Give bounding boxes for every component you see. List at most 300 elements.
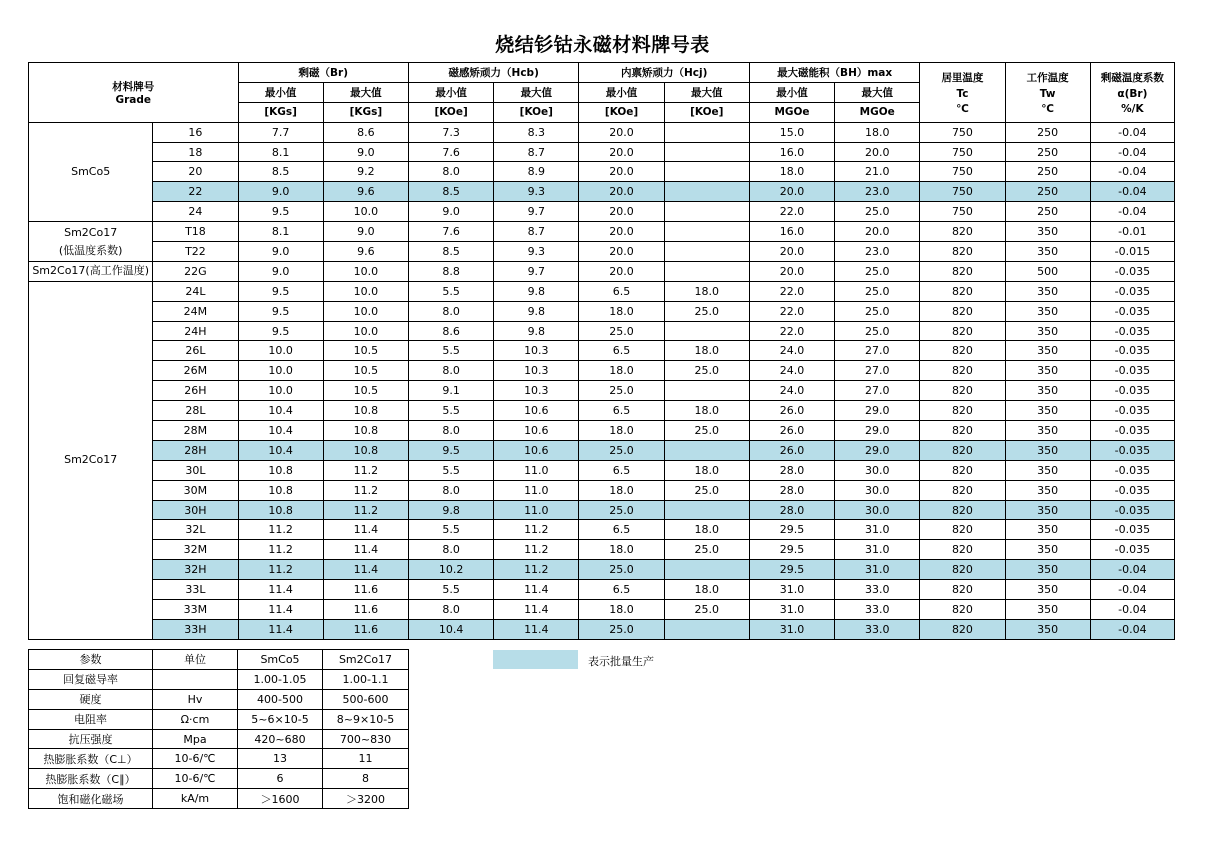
alpha-header-cn: 剩磁温度系数: [1100, 71, 1164, 84]
grade-row: [29, 122, 1175, 142]
property-cell: 400-500: [238, 689, 323, 709]
value-cell: 25.0: [835, 301, 920, 321]
property-cell: 11: [323, 749, 409, 769]
value-cell: [664, 619, 749, 639]
value-cell: 6.5: [579, 580, 664, 600]
value-cell: 5.5: [408, 520, 493, 540]
value-cell: -0.035: [1090, 540, 1174, 560]
grade-cell: 30H: [153, 500, 238, 520]
value-cell: 29.5: [749, 560, 834, 580]
value-cell: 8.0: [408, 540, 493, 560]
value-cell: 20.0: [835, 222, 920, 242]
value-cell: 8.8: [408, 261, 493, 281]
value-cell: 350: [1005, 480, 1090, 500]
property-row: [29, 789, 409, 809]
value-cell: 31.0: [749, 600, 834, 620]
value-cell: 11.4: [238, 600, 323, 620]
grade-row: [29, 381, 1175, 401]
value-cell: 30.0: [835, 460, 920, 480]
br-header: 剩磁（Br): [238, 63, 408, 83]
property-cell: 500-600: [323, 689, 409, 709]
value-cell: 6.5: [579, 460, 664, 480]
value-cell: 10.0: [323, 321, 408, 341]
value-cell: 22.0: [749, 321, 834, 341]
value-cell: 16.0: [749, 222, 834, 242]
value-cell: 9.5: [408, 440, 493, 460]
value-cell: 16.0: [749, 142, 834, 162]
value-cell: 5.5: [408, 341, 493, 361]
grade-cell: 24H: [153, 321, 238, 341]
value-cell: 10.4: [238, 421, 323, 441]
grade-row: [29, 341, 1175, 361]
value-cell: 33.0: [835, 619, 920, 639]
value-cell: 750: [920, 202, 1005, 222]
value-cell: -0.035: [1090, 401, 1174, 421]
value-cell: -0.04: [1090, 182, 1174, 202]
hcb-min-label: 最小值: [408, 82, 493, 102]
value-cell: 8.7: [494, 222, 579, 242]
value-cell: 10.4: [238, 401, 323, 421]
value-cell: -0.035: [1090, 281, 1174, 301]
alpha-header-unit: %/K: [1121, 102, 1144, 115]
value-cell: 25.0: [664, 480, 749, 500]
value-cell: 350: [1005, 421, 1090, 441]
value-cell: 820: [920, 619, 1005, 639]
property-cell: 13: [238, 749, 323, 769]
value-cell: 250: [1005, 202, 1090, 222]
value-cell: 10.6: [494, 401, 579, 421]
value-cell: 25.0: [664, 421, 749, 441]
value-cell: [664, 440, 749, 460]
value-cell: 350: [1005, 580, 1090, 600]
property-cell: 热膨胀系数（C⊥）: [29, 749, 153, 769]
value-cell: 5.5: [408, 401, 493, 421]
family-cell: Sm2Co17 (低温度系数): [29, 222, 153, 262]
value-cell: 11.4: [323, 520, 408, 540]
property-cell: 抗压强度: [29, 729, 153, 749]
value-cell: 9.6: [323, 182, 408, 202]
grade-row: [29, 301, 1175, 321]
value-cell: 20.0: [579, 202, 664, 222]
value-cell: 11.4: [323, 560, 408, 580]
value-cell: -0.04: [1090, 560, 1174, 580]
family-cell: SmCo5: [29, 122, 153, 221]
grade-cell: 30M: [153, 480, 238, 500]
property-row: [29, 749, 409, 769]
value-cell: 820: [920, 301, 1005, 321]
value-cell: 22.0: [749, 202, 834, 222]
property-cell: ＞1600: [238, 789, 323, 809]
value-cell: 25.0: [579, 560, 664, 580]
value-cell: 9.8: [494, 321, 579, 341]
property-cell: 硬度: [29, 689, 153, 709]
hcb-header: 磁感矫顽力（Hcb): [408, 63, 578, 83]
tw-header-symbol: Tw: [1039, 87, 1056, 100]
grade-table: [28, 62, 1175, 640]
value-cell: 10.4: [408, 619, 493, 639]
value-cell: 11.6: [323, 580, 408, 600]
value-cell: 24.0: [749, 381, 834, 401]
grade-cell: 33M: [153, 600, 238, 620]
value-cell: 18.0: [749, 162, 834, 182]
value-cell: 9.5: [238, 281, 323, 301]
value-cell: 350: [1005, 520, 1090, 540]
value-cell: -0.035: [1090, 421, 1174, 441]
grade-cell: 26L: [153, 341, 238, 361]
property-cell: ＞3200: [323, 789, 409, 809]
value-cell: 8.7: [494, 142, 579, 162]
property-cell: 700~830: [323, 729, 409, 749]
value-cell: -0.015: [1090, 242, 1174, 262]
value-cell: 8.0: [408, 301, 493, 321]
value-cell: 10.8: [323, 440, 408, 460]
value-cell: 18.0: [664, 401, 749, 421]
value-cell: 11.2: [494, 520, 579, 540]
value-cell: 8.0: [408, 480, 493, 500]
bhmax-max-unit: MGOe: [835, 102, 920, 122]
alpha-header-symbol: α(Br): [1117, 87, 1148, 100]
grade-row: [29, 540, 1175, 560]
value-cell: 18.0: [835, 122, 920, 142]
grade-cell: 32L: [153, 520, 238, 540]
tc-header: [920, 63, 1005, 123]
value-cell: 11.6: [323, 600, 408, 620]
value-cell: 29.5: [749, 540, 834, 560]
value-cell: 27.0: [835, 361, 920, 381]
property-cell: 10-6/℃: [153, 749, 238, 769]
value-cell: 20.0: [835, 142, 920, 162]
value-cell: 250: [1005, 142, 1090, 162]
value-cell: 8.0: [408, 162, 493, 182]
value-cell: -0.04: [1090, 142, 1174, 162]
value-cell: 9.8: [408, 500, 493, 520]
value-cell: 20.0: [579, 222, 664, 242]
value-cell: 820: [920, 600, 1005, 620]
value-cell: 9.7: [494, 202, 579, 222]
property-row: [29, 689, 409, 709]
value-cell: 820: [920, 421, 1005, 441]
value-cell: [664, 162, 749, 182]
property-row: [29, 729, 409, 749]
value-cell: 820: [920, 381, 1005, 401]
value-cell: 9.3: [494, 182, 579, 202]
grade-row: [29, 600, 1175, 620]
value-cell: 10.8: [323, 421, 408, 441]
hcb-min-unit: [KOe]: [408, 102, 493, 122]
value-cell: 250: [1005, 162, 1090, 182]
value-cell: 20.0: [749, 261, 834, 281]
value-cell: 7.3: [408, 122, 493, 142]
value-cell: 18.0: [579, 361, 664, 381]
hcj-max-label: 最大值: [664, 82, 749, 102]
value-cell: 820: [920, 321, 1005, 341]
hcb-max-unit: [KOe]: [494, 102, 579, 122]
value-cell: 350: [1005, 600, 1090, 620]
value-cell: 750: [920, 162, 1005, 182]
grade-row: [29, 619, 1175, 639]
value-cell: -0.01: [1090, 222, 1174, 242]
grade-row: [29, 401, 1175, 421]
value-cell: 18.0: [664, 460, 749, 480]
properties-table: [28, 649, 409, 809]
property-cell: Hv: [153, 689, 238, 709]
value-cell: 250: [1005, 182, 1090, 202]
value-cell: 20.0: [749, 242, 834, 262]
property-cell: 420~680: [238, 729, 323, 749]
value-cell: 820: [920, 500, 1005, 520]
value-cell: 18.0: [664, 341, 749, 361]
value-cell: 5.5: [408, 281, 493, 301]
value-cell: 25.0: [579, 500, 664, 520]
value-cell: 26.0: [749, 401, 834, 421]
value-cell: 10.3: [494, 361, 579, 381]
value-cell: 11.4: [238, 580, 323, 600]
value-cell: 820: [920, 242, 1005, 262]
value-cell: 15.0: [749, 122, 834, 142]
hcj-min-unit: [KOe]: [579, 102, 664, 122]
value-cell: 20.0: [579, 182, 664, 202]
value-cell: 10.8: [238, 460, 323, 480]
property-row: [29, 769, 409, 789]
value-cell: 11.2: [323, 500, 408, 520]
value-cell: -0.035: [1090, 480, 1174, 500]
value-cell: 20.0: [749, 182, 834, 202]
value-cell: 25.0: [835, 321, 920, 341]
value-cell: 31.0: [749, 580, 834, 600]
value-cell: -0.035: [1090, 321, 1174, 341]
value-cell: 11.4: [494, 600, 579, 620]
value-cell: 29.5: [749, 520, 834, 540]
grade-row: [29, 261, 1175, 281]
value-cell: 11.4: [494, 619, 579, 639]
value-cell: -0.04: [1090, 619, 1174, 639]
grade-cell: 32H: [153, 560, 238, 580]
value-cell: 25.0: [579, 381, 664, 401]
grade-cell: 33L: [153, 580, 238, 600]
property-cell: 5~6×10-5: [238, 709, 323, 729]
value-cell: 20.0: [579, 162, 664, 182]
value-cell: 10.3: [494, 341, 579, 361]
value-cell: 820: [920, 480, 1005, 500]
value-cell: 8.5: [238, 162, 323, 182]
value-cell: 10.0: [323, 202, 408, 222]
bhmax-max-label: 最大值: [835, 82, 920, 102]
value-cell: 820: [920, 222, 1005, 242]
value-cell: 18.0: [664, 520, 749, 540]
value-cell: 31.0: [835, 540, 920, 560]
value-cell: 350: [1005, 619, 1090, 639]
br-max-unit: [KGs]: [323, 102, 408, 122]
value-cell: 820: [920, 440, 1005, 460]
value-cell: 9.0: [408, 202, 493, 222]
value-cell: [664, 321, 749, 341]
value-cell: -0.035: [1090, 460, 1174, 480]
value-cell: 22.0: [749, 281, 834, 301]
grade-cell: 24: [153, 202, 238, 222]
grade-header-en: Grade: [115, 93, 152, 106]
value-cell: 10.0: [238, 381, 323, 401]
value-cell: 11.2: [494, 540, 579, 560]
value-cell: 25.0: [835, 202, 920, 222]
grade-cell: 28M: [153, 421, 238, 441]
grade-row: [29, 440, 1175, 460]
value-cell: 11.2: [238, 560, 323, 580]
value-cell: 500: [1005, 261, 1090, 281]
property-cell: 回复磁导率: [29, 669, 153, 689]
value-cell: 9.8: [494, 281, 579, 301]
grade-row: [29, 202, 1175, 222]
value-cell: 28.0: [749, 500, 834, 520]
value-cell: 250: [1005, 122, 1090, 142]
value-cell: 31.0: [835, 520, 920, 540]
value-cell: 820: [920, 341, 1005, 361]
value-cell: 9.6: [323, 242, 408, 262]
grade-cell: 26H: [153, 381, 238, 401]
grade-row: [29, 162, 1175, 182]
value-cell: 350: [1005, 341, 1090, 361]
value-cell: 9.8: [494, 301, 579, 321]
value-cell: 11.0: [494, 460, 579, 480]
value-cell: 10.6: [494, 440, 579, 460]
value-cell: 9.5: [238, 321, 323, 341]
value-cell: -0.04: [1090, 600, 1174, 620]
grade-cell: 18: [153, 142, 238, 162]
value-cell: 350: [1005, 560, 1090, 580]
value-cell: 8.6: [408, 321, 493, 341]
value-cell: 23.0: [835, 182, 920, 202]
value-cell: 26.0: [749, 421, 834, 441]
br-min-label: 最小值: [238, 82, 323, 102]
value-cell: 11.0: [494, 480, 579, 500]
grade-cell: 20: [153, 162, 238, 182]
value-cell: 7.7: [238, 122, 323, 142]
grade-row: [29, 480, 1175, 500]
property-cell: kA/m: [153, 789, 238, 809]
value-cell: 6.5: [579, 401, 664, 421]
value-cell: 350: [1005, 281, 1090, 301]
props-header-unit: 单位: [153, 650, 238, 670]
value-cell: 350: [1005, 540, 1090, 560]
value-cell: 11.0: [494, 500, 579, 520]
value-cell: 350: [1005, 361, 1090, 381]
value-cell: 820: [920, 520, 1005, 540]
value-cell: 750: [920, 182, 1005, 202]
value-cell: 20.0: [579, 261, 664, 281]
property-cell: Mpa: [153, 729, 238, 749]
value-cell: 10.0: [323, 261, 408, 281]
value-cell: 350: [1005, 460, 1090, 480]
property-cell: [153, 669, 238, 689]
value-cell: 11.4: [323, 540, 408, 560]
value-cell: 18.0: [579, 421, 664, 441]
value-cell: 10.5: [323, 361, 408, 381]
value-cell: [664, 142, 749, 162]
value-cell: -0.035: [1090, 261, 1174, 281]
value-cell: 750: [920, 142, 1005, 162]
value-cell: 11.4: [238, 619, 323, 639]
value-cell: 25.0: [579, 440, 664, 460]
grade-row: [29, 321, 1175, 341]
value-cell: 9.0: [238, 182, 323, 202]
br-min-unit: [KGs]: [238, 102, 323, 122]
value-cell: 820: [920, 580, 1005, 600]
value-cell: 10.0: [323, 281, 408, 301]
grade-row: [29, 580, 1175, 600]
value-cell: 11.4: [494, 580, 579, 600]
value-cell: 30.0: [835, 500, 920, 520]
value-cell: 8.5: [408, 242, 493, 262]
props-header-smco5: SmCo5: [238, 650, 323, 670]
property-cell: 电阻率: [29, 709, 153, 729]
value-cell: 350: [1005, 301, 1090, 321]
tw-header-cn: 工作温度: [1026, 71, 1069, 84]
value-cell: 8.0: [408, 600, 493, 620]
property-row: [29, 709, 409, 729]
br-max-label: 最大值: [323, 82, 408, 102]
property-cell: 1.00-1.05: [238, 669, 323, 689]
value-cell: 820: [920, 261, 1005, 281]
grade-row: [29, 281, 1175, 301]
value-cell: [664, 381, 749, 401]
value-cell: 22.0: [749, 301, 834, 321]
value-cell: 25.0: [664, 301, 749, 321]
grade-cell: 26M: [153, 361, 238, 381]
property-cell: 1.00-1.1: [323, 669, 409, 689]
value-cell: 10.4: [238, 440, 323, 460]
value-cell: 31.0: [835, 560, 920, 580]
grade-cell: 16: [153, 122, 238, 142]
value-cell: 29.0: [835, 421, 920, 441]
value-cell: 28.0: [749, 460, 834, 480]
value-cell: 7.6: [408, 142, 493, 162]
value-cell: -0.035: [1090, 520, 1174, 540]
props-header-param: 参数: [29, 650, 153, 670]
grade-cell: 24M: [153, 301, 238, 321]
value-cell: 31.0: [749, 619, 834, 639]
value-cell: [664, 182, 749, 202]
page-title: 烧结钐钴永磁材料牌号表: [495, 34, 710, 56]
value-cell: 7.6: [408, 222, 493, 242]
value-cell: 33.0: [835, 600, 920, 620]
value-cell: 820: [920, 401, 1005, 421]
value-cell: 20.0: [579, 142, 664, 162]
value-cell: 11.2: [238, 540, 323, 560]
value-cell: 10.3: [494, 381, 579, 401]
value-cell: 9.0: [323, 142, 408, 162]
value-cell: [664, 222, 749, 242]
value-cell: 27.0: [835, 341, 920, 361]
value-cell: 8.5: [408, 182, 493, 202]
value-cell: 820: [920, 281, 1005, 301]
grade-row: [29, 182, 1175, 202]
value-cell: [664, 242, 749, 262]
bhmax-min-label: 最小值: [749, 82, 834, 102]
bhmax-header: 最大磁能积（BH）max: [749, 63, 919, 83]
tc-header-unit: ℃: [956, 102, 969, 115]
value-cell: 10.5: [323, 341, 408, 361]
value-cell: 11.2: [238, 520, 323, 540]
family-cell: Sm2Co17(高工作温度): [29, 261, 153, 281]
value-cell: 820: [920, 540, 1005, 560]
grade-row: [29, 222, 1175, 242]
value-cell: [664, 560, 749, 580]
grade-cell: 28L: [153, 401, 238, 421]
grade-cell: 22: [153, 182, 238, 202]
value-cell: 10.0: [238, 341, 323, 361]
value-cell: 9.0: [238, 261, 323, 281]
grade-row: [29, 520, 1175, 540]
value-cell: 5.5: [408, 580, 493, 600]
